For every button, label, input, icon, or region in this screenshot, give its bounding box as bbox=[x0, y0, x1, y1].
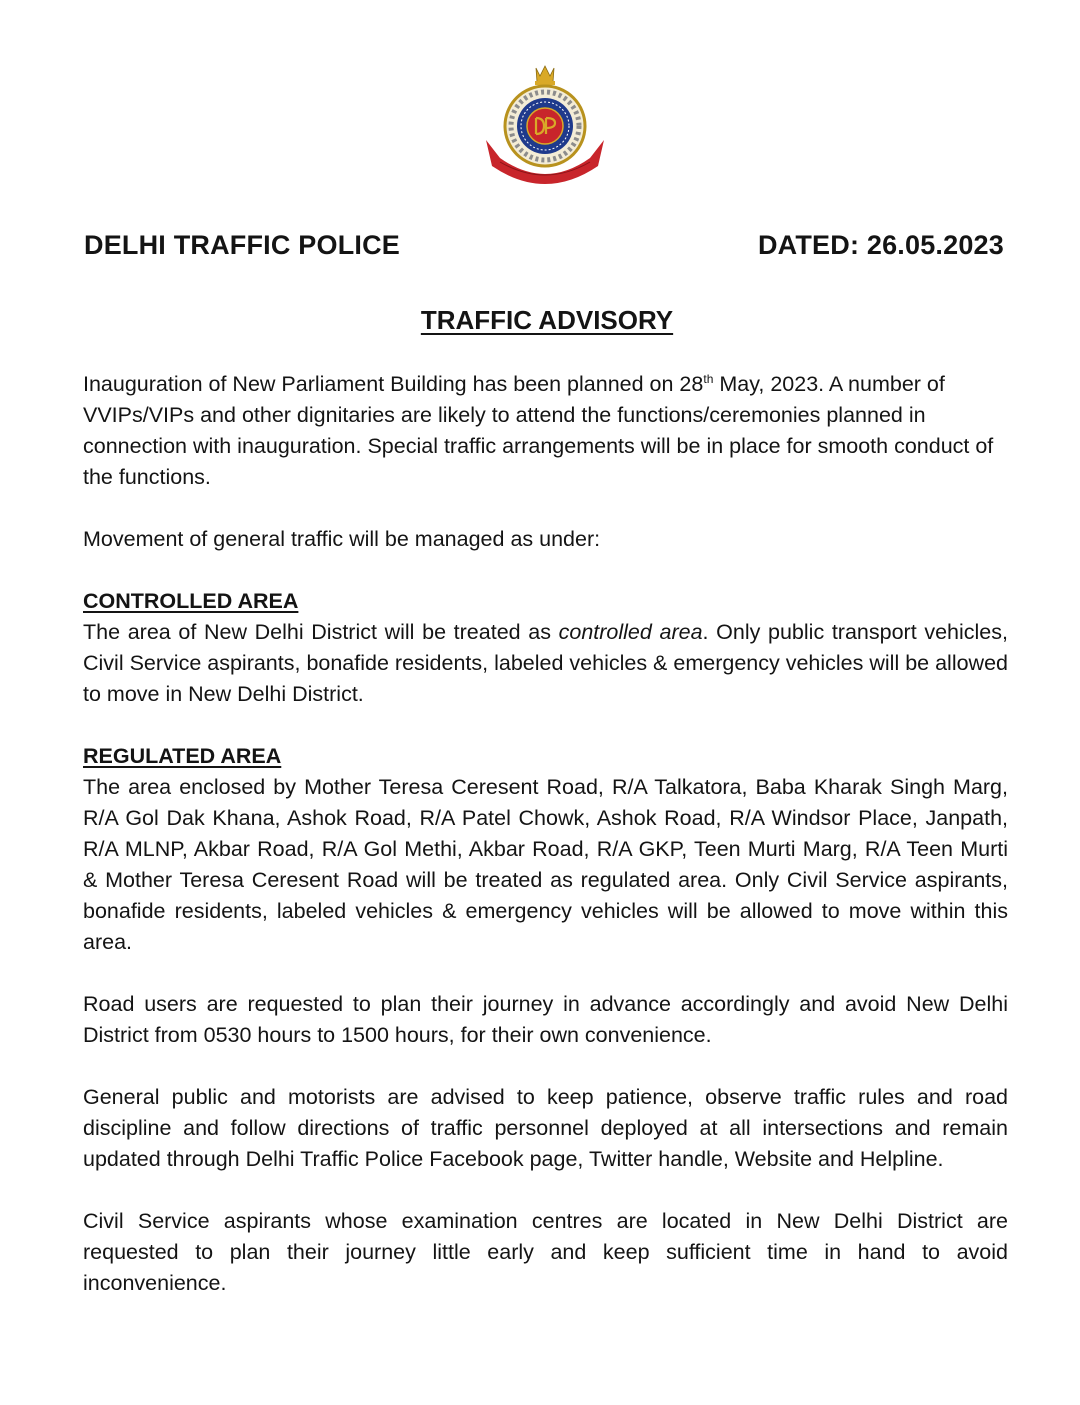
aspirants-paragraph: Civil Service aspirants whose examination centres are located in New Delhi District are requested to plan their journey little early and keep sufficient time in hand to avoid inconvenience. bbox=[83, 1209, 1008, 1295]
delhi-police-emblem-icon bbox=[478, 62, 612, 192]
road-users-paragraph: Road users are requested to plan their journey in advance accordingly and avoid New Delhi District from 0530 hours to 1500 hours, for their own convenience. bbox=[83, 992, 1008, 1047]
controlled-area-paragraph: The area of New Delhi District will be treated as controlled area. Only public transport vehicles, Civil Service aspirants, bonafide residents, labeled vehicles & emergency vehicles will be allowed to move in New Delhi District. bbox=[83, 620, 1008, 706]
general-public-paragraph: General public and motorists are advised to keep patience, observe traffic rules and road discipline and follow directions of traffic personnel deployed at all intersections and remain updated through Delhi Traffic Police Facebook page, Twitter handle, Website and Helpline. bbox=[83, 1085, 1008, 1171]
document-date: DATED: 26.05.2023 bbox=[757, 230, 1004, 260]
controlled-area-heading: CONTROLLED AREA bbox=[83, 589, 299, 613]
org-name: DELHI TRAFFIC POLICE bbox=[84, 230, 400, 260]
movement-paragraph: Movement of general traffic will be managed as under: bbox=[83, 527, 601, 551]
regulated-area-paragraph: The area enclosed by Mother Teresa Ceresent Road, R/A Talkatora, Baba Kharak Singh Marg, R/A Gol Dak Khana, Ashok Road, R/A Patel Chowk, Ashok Road, R/A Windsor Place, Janpath, R/A MLNP, Akbar Road, R/A Gol Methi, Akbar Road, R/A GKP, Teen Murti Marg, R/A Teen Murti & Mother Teresa Ceresent Road will be treated as regulated area. Only Civil Service aspirants, bonafide residents, labeled vehicles & emergency vehicles will be allowed to move within this area. bbox=[83, 775, 1008, 954]
intro-paragraph: Inauguration of New Parliament Building has been planned on 28th May, 2023. A number of VVIPs/VIPs and other dignitaries are likely to attend the functions/ceremonies planned in connection with inauguration. Special traffic arrangements will be in place for smooth conduct of the functions. bbox=[83, 371, 994, 489]
regulated-area-heading: REGULATED AREA bbox=[83, 744, 282, 768]
advisory-body bbox=[83, 369, 1008, 1330]
document-title: TRAFFIC ADVISORY bbox=[420, 305, 674, 335]
